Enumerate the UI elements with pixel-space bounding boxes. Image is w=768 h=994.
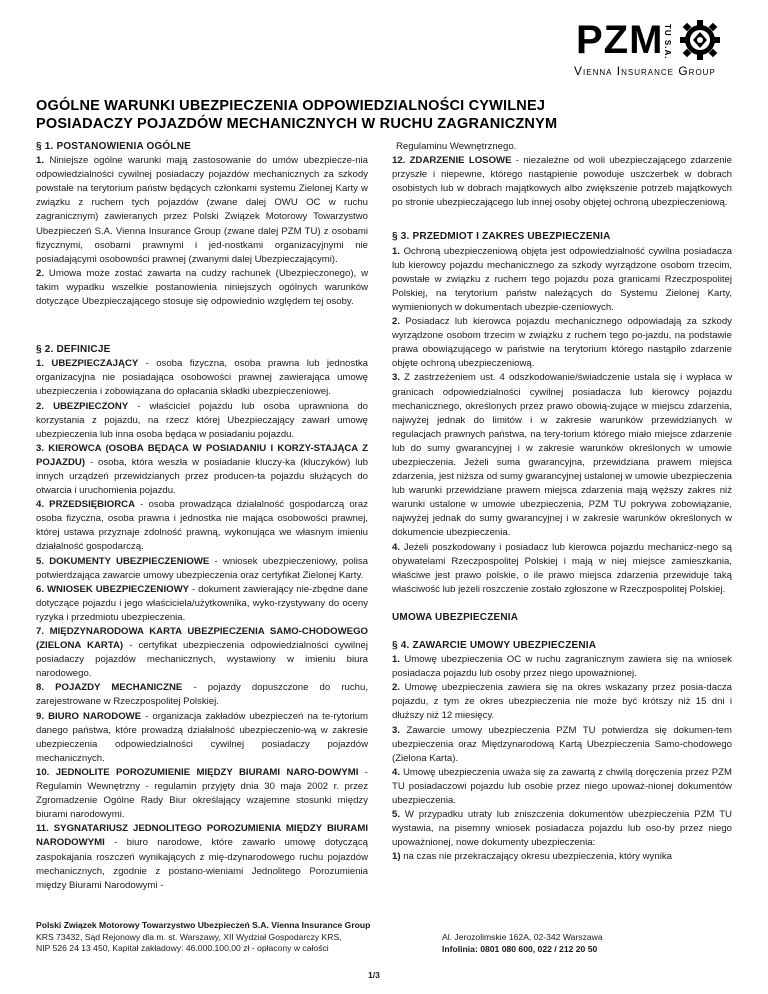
gear-emblem-icon bbox=[678, 18, 722, 62]
definition-item bbox=[36, 555, 368, 583]
item-number: 3. bbox=[392, 724, 401, 736]
item-number: 2. bbox=[392, 316, 401, 328]
section-heading: § 1. POSTANOWIENIA OGÓLNE bbox=[36, 141, 192, 152]
definition-term: BIURO NARODOWE bbox=[48, 710, 142, 722]
footer-contact bbox=[442, 932, 742, 955]
document-title bbox=[36, 97, 736, 133]
definition-text: - właściciel pojazdu lub osoba uprawniona do korzystania z pojazdu, na rzecz której Ubezpieczający zawarł umowę ubezpieczenia lub inna osoba będąca w posiadaniu pojazdu. bbox=[36, 400, 368, 440]
item-number: 1. bbox=[392, 245, 401, 257]
definition-item bbox=[36, 710, 368, 766]
section-heading: § 3. PRZEDMIOT I ZAKRES UBEZPIECZENIA bbox=[392, 231, 611, 243]
footer-company-name: Polski Związek Motorowy Towarzystwo Ubezpieczeń S.A. Vienna Insurance Group bbox=[36, 920, 371, 930]
page-number: 1/3 bbox=[368, 970, 380, 980]
numbered-item bbox=[392, 245, 732, 315]
item-text: Umowę ubezpieczenia OC w ruchu zagranicznym zawiera się na wniosek posiadacza pojazdu lub osoby przez niego upoważnionej. bbox=[392, 654, 732, 680]
numbered-item bbox=[392, 541, 732, 597]
definition-term: UBEZPIECZAJĄCY bbox=[51, 358, 139, 370]
item-number: 5. bbox=[36, 555, 45, 567]
paragraph-number: 2. bbox=[36, 267, 45, 279]
item-number: 1) bbox=[392, 851, 401, 863]
definition-text: - certyfikat ubezpieczenia odpowiedzialności cywilnej posiadaczy pojazdów mechanicznych, wystawiony w imieniu biura narodowego. bbox=[36, 640, 368, 680]
definition-item bbox=[36, 357, 368, 399]
definition-item bbox=[36, 681, 368, 709]
item-text: Zawarcie umowy ubezpieczenia PZM TU potwierdza się dokumen-tem ubezpieczenia oraz Międzynarodową Kartą Ubezpieczenia Samo-chodowego (Zielona Karta). bbox=[392, 724, 733, 764]
title-line-1: OGÓLNE WARUNKI UBEZPIECZENIA ODPOWIEDZIALNOŚCI CYWILNEJ bbox=[36, 98, 546, 114]
item-text: na czas nie przekraczający okresu ubezpieczenia, który wynika bbox=[403, 851, 672, 863]
numbered-item bbox=[392, 808, 732, 850]
item-number: 1. bbox=[392, 654, 401, 666]
numbered-item bbox=[392, 371, 732, 540]
item-number: 1. bbox=[36, 358, 45, 370]
item-number: 10. bbox=[36, 766, 50, 778]
item-number: 2. bbox=[392, 682, 401, 694]
definition-item bbox=[36, 583, 368, 625]
definition-term: KIEROWCA (OSOBA BĘDĄCA W POSIADANIU I KORZY-STAJĄCA Z POJAZDU) bbox=[36, 442, 368, 468]
item-number: 6. bbox=[36, 583, 45, 595]
item-text: Ochroną ubezpieczeniową objęta jest odpowiedzialność cywilna posiadacza lub kierowcy pojazdu mechanicznego za szkody wyrządzone osobom trzecim, powstałe w związku z ruchem tego pojazdu poza granicami Rzeczpospolitej Polskiej, na terytorium państw należących do Systemu Zielonej Karty, wymienionych w dokumentach ubezpie-czeniowych. bbox=[392, 245, 732, 313]
definition-text: - osoba fizyczna, osoba prawna lub jednostka organizacyjna nie posiadająca osobowości prawnej zawierająca umowę ubezpieczenia i zobowiązana do opłacania składki ubezpieczeniowej. bbox=[36, 358, 368, 398]
definition-term: ZDARZENIE LOSOWE bbox=[409, 155, 512, 167]
company-logo bbox=[530, 14, 730, 80]
definition-text: - dokument zawierający nie-zbędne dane dotyczące pojazdu i jego właściciela/użytkownika, wyko-rzystywany do oceny ryzyka i przedmiotu ubezpieczenia. bbox=[36, 583, 369, 623]
definition-item bbox=[36, 442, 368, 498]
definition-term: MIĘDZYNARODOWA KARTA UBEZPIECZENIA SAMO-CHODOWEGO (ZIELONA KARTA) bbox=[36, 626, 368, 652]
numbered-item bbox=[392, 653, 732, 681]
section-heading: § 2. DEFINICJE bbox=[36, 344, 111, 356]
section-heading: UMOWA UBEZPIECZENIA bbox=[392, 611, 519, 623]
paragraph bbox=[36, 154, 368, 267]
right-column bbox=[392, 140, 732, 865]
item-number: 4. bbox=[392, 766, 401, 778]
item-number: 4. bbox=[36, 499, 45, 511]
footer-address: Al. Jerozolimskie 162A, 02-342 Warszawa bbox=[442, 932, 603, 942]
paragraph bbox=[36, 267, 368, 309]
definition-item bbox=[36, 822, 368, 892]
footer-hotline: Infolinia: 0801 080 600, 022 / 212 20 50 bbox=[442, 943, 598, 954]
definition-term: DOKUMENTY UBEZPIECZENIOWE bbox=[49, 555, 210, 567]
numbered-item bbox=[392, 766, 732, 808]
definition-item bbox=[392, 154, 732, 210]
definition-text: - osoba, która weszła w posiadanie kluczy-ka (kluczyków) lub innych urządzeń przewidzianych przez producen-ta pojazdu służących do otwarcia i uruchomienia pojazdu. bbox=[36, 456, 368, 497]
item-text: Z zastrzeżeniem ust. 4 odszkodowanie/świadczenie ustala się i wypłaca w granicach odpowiedzialności cywilnej posiadacza lub kierowcy pojazdu mechanicznego, określonych przez prawo obowią-zujące w miejscu zdarzenia, najwyżej jednak do limitów i w zakresie warunków przewidzianych w regulacjach prawnych państwa, na tery-torium którego miało miejsce zdarzenie lub do sumy gwarancyjnej i w zakresie warunków określonych w umowie ubezpieczenia. Jeżeli suma gwarancyjna, przewidziana prawem miejsca zdarzenia, jest niższa od sumy gwarancyjnej ustalonej w umowie ubezpieczenia lub warunki przewidziane prawem miejsca zdarzenia mają węższy zakres niż warunki ustalone w umowie ubezpieczenia, PZM TU pokrywa zobowiązanie, najwyżej jednak do sumy gwarancyjnej i w zakresie warunków określonych w dokumencie ubezpieczenia. bbox=[392, 372, 732, 539]
paragraph-text: Niniejsze ogólne warunki mają zastosowanie do umów ubezpiecze-nia odpowiedzialności cywilnej posiadaczy pojazdów mechanicznych za szkody powstałe na terytorium państw będących członkami systemu Zielonej Karty w związku z ruchem tych pojazdów (zwane dalej OWU OC w ruchu zagranicznym) zawieranych przez Polski Związek Motorowy Towarzystwo Ubezpieczeń S.A. Vienna Insurance Group (zwane dalej PZM TU) z osobami fizycznymi, osobami prawnymi i jed-nostkami organizacyjnymi nie posiadającymi osobowości prawnej (zwanymi dalej Ubezpieczającymi). bbox=[36, 155, 368, 265]
item-number: 5. bbox=[392, 809, 401, 821]
paragraph-number: 1. bbox=[36, 155, 45, 167]
item-number: 11. bbox=[36, 823, 49, 835]
footer-capital-line: NIP 526 24 13 450, Kapitał zakładowy: 46.000.100,00 zł - opłacony w całości bbox=[36, 943, 329, 953]
paragraph-continuation: Regulaminu Wewnętrznego. bbox=[396, 141, 517, 152]
definition-text: - osoba prowadząca działalność gospodarczą oraz osoba fizyczna, osoba prawna i jednostka nie mająca osobowości prawnej, której ustawa przyznaje zdolność prawną, wykonująca we własnym imieniu działalność gospodarczą. bbox=[36, 499, 368, 553]
definition-item bbox=[36, 625, 368, 681]
definition-item bbox=[36, 400, 368, 442]
definition-term: SYGNATARIUSZ JEDNOLITEGO POROZUMIENIA MIĘDZY BIURAMI NARODOWYMI bbox=[36, 823, 368, 849]
definition-text: - niezależne od woli ubezpieczającego zdarzenie przyszłe i niepewne, którego nastąpienie powoduje uszczerbek w dobrach osobistych lub w dobrach majątkowych albo zwiększenie potrzeb majątkowych po stronie ubezpieczającego lub innej osoby objętej ochroną ubezpieczeniową. bbox=[392, 155, 732, 209]
definition-term: WNIOSEK UBEZPIECZENIOWY bbox=[46, 583, 190, 595]
paragraph-text: Umowa może zostać zawarta na cudzy rachunek (Ubezpieczonego), w takim wypadku wszelkie postanowienia niniejszych ogólnych warunków dotyczące Ubezpieczającego stosuje się odpowiednio względem tej osoby. bbox=[36, 267, 369, 308]
item-text: Umowę ubezpieczenia uważa się za zawartą z chwilą doręczenia przez PZM TU posiadaczowi pojazdu lub osobie przez niego upoważ-nionej dokumentów ubezpieczenia. bbox=[392, 766, 732, 807]
definition-term: POJAZDY MECHANICZNE bbox=[55, 682, 183, 694]
definition-text: - wniosek ubezpieczeniowy, polisa potwierdzająca zawarcie umowy ubezpieczenia oraz certyfikat Zielonej Karty. bbox=[36, 555, 368, 581]
definition-text: - Regulamin Wewnętrzny - regulamin przyjęty dnia 30 maja 2002 r. przez Zgromadzenie Ogólne Rady Biur określający wzajemne stosunki między biurami narodowymi. bbox=[36, 766, 368, 821]
title-line-2: POSIADACZY POJAZDÓW MECHANICZNYCH W RUCHU ZAGRANICZNYM bbox=[36, 116, 558, 132]
item-text: Jeżeli poszkodowany i posiadacz lub kierowca pojazdu mechanicz-nego są obywatelami Rzeczpospolitej Polskiej i mają w niej miejsce zamieszkania, właściwe jest prawo polskie, o ile prawo miejsca zdarzenia przewiduje taką właściwość lub jeżeli roszczenie zostało zgłoszone w Rzeczpospolitej Polskiej. bbox=[392, 541, 732, 595]
item-number: 4. bbox=[392, 541, 401, 553]
definition-text: - pojazdy dopuszczone do ruchu, zarejestrowane w Rzeczpospolitej Polskiej. bbox=[36, 682, 368, 708]
item-text: Umowę ubezpieczenia zawiera się na okres wskazany przez posia-dacza pojazdu, z tym że okres ubezpieczenia nie może być krótszy niż 15 dni i dłuższy niż 12 miesięcy. bbox=[392, 682, 733, 722]
definition-term: JEDNOLITE POROZUMIENIE MIĘDZY BIURAMI NARO-DOWYMI bbox=[55, 766, 359, 778]
item-number: 7. bbox=[36, 626, 45, 637]
numbered-item bbox=[392, 724, 732, 766]
definition-item bbox=[36, 766, 368, 822]
logo-brand: PZM bbox=[576, 18, 664, 62]
section-heading: § 4. ZAWARCIE UMOWY UBEZPIECZENIA bbox=[392, 640, 597, 651]
item-number: 3. bbox=[36, 442, 45, 454]
logo-suffix: TU S.A. bbox=[663, 24, 672, 60]
numbered-item bbox=[392, 315, 732, 371]
footer-registry-line: KRS 73432, Sąd Rejonowy dla m. st. Warszawy, XII Wydział Gospodarczy KRS, bbox=[36, 931, 342, 942]
item-number: 3. bbox=[392, 372, 401, 384]
left-column bbox=[36, 140, 368, 893]
item-number: 9. bbox=[36, 710, 45, 722]
item-number: 2. bbox=[36, 400, 45, 412]
numbered-item bbox=[392, 681, 732, 723]
item-number: 12. bbox=[392, 155, 406, 167]
item-number: 8. bbox=[36, 682, 45, 694]
logo-group-name: Vienna Insurance Group bbox=[574, 64, 716, 78]
definition-term: PRZEDSIĘBIORCA bbox=[49, 499, 135, 511]
numbered-subitem bbox=[392, 850, 732, 864]
definition-item bbox=[36, 498, 368, 554]
item-text: Posiadacz lub kierowca pojazdu mechanicznego odpowiadają za szkody wyrządzone osobom trzecim w związku z ruchem tego po-jazdu, na podstawie prawa obowiązującego w państwie na terytorium którego nastąpiło zdarzenie objęte ochroną ubezpieczeniową. bbox=[392, 316, 732, 370]
definition-text: - organizacja zakładów ubezpieczeń na te-rytorium danego państwa, które prowadzą działalność ubezpieczenio-wą w zakresie ubezpieczenia odpowiedzialności cywilnej posiadaczy pojazdów mechanicznych. bbox=[36, 710, 368, 764]
page-footer bbox=[36, 920, 736, 955]
definition-text: - biuro narodowe, które zawarło umowę dotyczącą zaspokajania roszczeń wynikających z mię-dzynarodowego ruchu pojazdów mechanicznych, zgodnie z postano-wieniami Jednolitego Porozumienia między Biurami Narodowymi - bbox=[36, 837, 368, 891]
definition-term: UBEZPIECZONY bbox=[53, 400, 129, 412]
item-text: W przypadku utraty lub zniszczenia dokumentów ubezpieczenia PZM TU wystawia, na pisemny wniosek posiadacza pojazdu lub oso-by przez niego upoważnionej, nowe dokumenty ubezpieczenia: bbox=[392, 809, 732, 849]
